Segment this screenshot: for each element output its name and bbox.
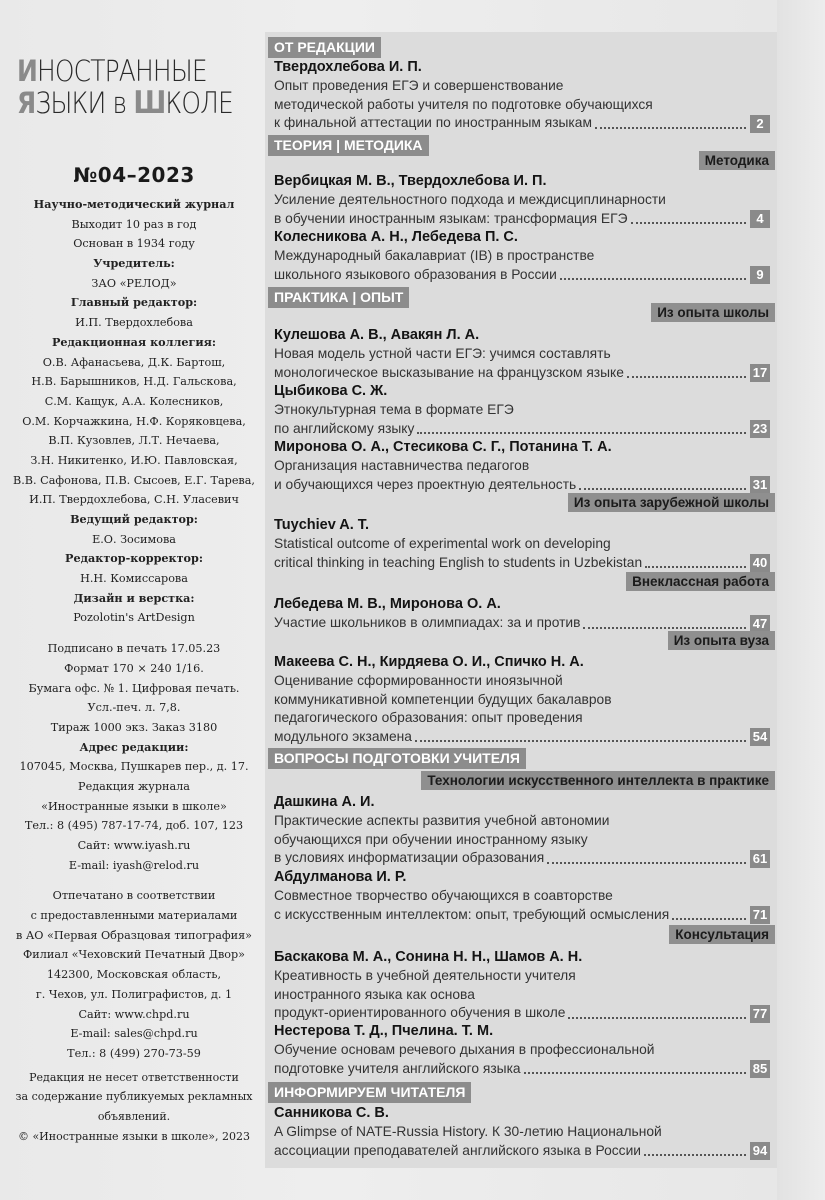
section-header-editorial: ОТ РЕДАКЦИИ xyxy=(268,37,381,58)
page-number-badge: 2 xyxy=(750,115,770,133)
entry-title-line: A Glimpse of NATE-Russia History. К 30-летию Национальной xyxy=(274,1124,662,1139)
entry-author: Абдулманова И. Р. xyxy=(274,869,407,885)
rubric-consultation: Консультация xyxy=(669,925,775,944)
printer-site-link[interactable]: Сайт: www.chpd.ru xyxy=(78,1007,190,1021)
entry-author: Миронова О. А., Стесикова С. Г., Потанина Т. А. xyxy=(274,439,612,455)
signed-date: Подписано в печать 17.05.23 xyxy=(47,642,221,656)
entry-title-line: Statistical outcome of experimental work on developing xyxy=(274,536,611,551)
founder: ЗАО «РЕЛОД» xyxy=(91,276,177,290)
imprint-column xyxy=(0,0,268,1200)
dot-leader xyxy=(644,1154,746,1156)
logo-line-1: НОСТРАННЫЕ xyxy=(37,54,207,88)
page-number-badge: 77 xyxy=(750,1005,770,1023)
rubric-extracurricular: Внеклассная работа xyxy=(626,572,775,591)
entry-author: Кулешова А. В., Авакян Л. А. xyxy=(274,327,480,343)
page-number-badge: 9 xyxy=(750,266,770,284)
board-member-line: О.В. Афанасьева, Д.К. Бартош, xyxy=(42,355,226,369)
page-edge-shadow xyxy=(777,0,825,1200)
entry-title-line: с искусственным интеллектом: опыт, требующий осмысления xyxy=(274,906,670,922)
entry-title-line: подготовке учителя английского языка xyxy=(274,1060,521,1076)
journal-type: Научно-методический журнал xyxy=(33,197,235,211)
toc-entry[interactable] xyxy=(274,868,770,924)
board-member-line: О.М. Корчажкина, Н.Ф. Коряковцева, xyxy=(22,414,246,428)
entry-title-line: Новая модель устной части ЕГЭ: учимся составлять xyxy=(274,346,611,361)
entry-title-line: и обучающихся через проектную деятельность xyxy=(274,476,577,492)
lead-editor-label: Ведущий редактор: xyxy=(70,512,198,526)
journal-logo xyxy=(17,55,247,119)
page-number-badge: 17 xyxy=(750,364,770,382)
proofreader-label: Редактор-корректор: xyxy=(65,551,203,566)
entry-title-line: Усиление деятельностного подхода и междисциплинарности xyxy=(274,192,666,207)
entry-title-line: Участие школьников в олимпиадах: за и против xyxy=(274,615,581,630)
page-number-badge: 71 xyxy=(750,906,770,924)
printed-note: Отпечатано в соответствии xyxy=(52,889,216,903)
board-member-line: В.В. Сафонова, П.В. Сысоев, Е.Г. Тарева, xyxy=(13,473,255,487)
rubric-ai-technologies: Технологии искусственного интеллекта в практике xyxy=(421,771,775,790)
disclaimer: Редакция не несет ответственности xyxy=(29,1070,239,1084)
page-number-badge: 54 xyxy=(750,728,770,746)
office-name: «Иностранные языки в школе» xyxy=(41,799,227,813)
entry-title-line: Опыт проведения ЕГЭ и совершенствование xyxy=(274,78,564,93)
board-member-line: З.Н. Никитенко, И.Ю. Павловская, xyxy=(30,453,238,467)
toc-entry[interactable] xyxy=(274,228,770,284)
rubric-methodology: Методика xyxy=(699,151,775,170)
entry-title-line: в обучении иностранным языкам: трансформация ЕГЭ xyxy=(274,210,628,226)
page-number-badge: 47 xyxy=(750,615,770,633)
page-number-badge: 4 xyxy=(750,210,770,228)
dot-leader xyxy=(579,488,746,490)
logo-initial-sh: Ш xyxy=(133,85,166,121)
page-number-badge: 31 xyxy=(750,476,770,494)
entry-title-line: Этнокультурная тема в формате ЕГЭ xyxy=(274,402,514,417)
design: Pozolotin's ArtDesign xyxy=(73,611,195,625)
entry-title-line: монологическое высказывание на французском языке xyxy=(274,364,624,380)
founder-label: Учредитель: xyxy=(93,256,175,271)
logo-line-2-end: КОЛЕ xyxy=(165,86,233,120)
entry-title-line: Обучение основам речевого дыхания в профессиональной xyxy=(274,1042,655,1057)
imprint-block xyxy=(0,195,268,1146)
entry-title-line: Практические аспекты развития учебной автономии xyxy=(274,813,610,828)
entry-title-line: critical thinking in teaching English to students in Uzbekistan xyxy=(274,554,643,570)
entry-title-line: Международный бакалавриат (IB) в пространстве xyxy=(274,248,595,263)
board-member-line: С.М. Кащук, А.А. Колесников, xyxy=(44,394,224,408)
issue-number: №04–2023 xyxy=(73,163,195,187)
toc-entry[interactable] xyxy=(274,58,770,133)
toc-entry[interactable] xyxy=(274,326,770,382)
entry-author: Лебедева М. В., Миронова О. А. xyxy=(274,596,501,612)
entry-author: Цыбикова С. Ж. xyxy=(274,383,388,399)
entry-title-line: ассоциации преподавателей английского языка в России xyxy=(274,1142,641,1158)
copyright: © «Иностранные языки в школе», 2023 xyxy=(17,1129,251,1143)
entry-title-line: модульного экзамена xyxy=(274,728,412,744)
toc-entry[interactable] xyxy=(274,595,770,633)
entry-title-line: Организация наставничества педагогов xyxy=(274,458,530,473)
email-link[interactable]: E-mail: iyash@relod.ru xyxy=(68,858,200,872)
entry-title-line: Креативность в учебной деятельности учителя xyxy=(274,968,576,983)
dot-leader xyxy=(645,566,746,568)
page-number-badge: 23 xyxy=(750,420,770,438)
dot-leader xyxy=(583,627,746,629)
rubric-university: Из опыта вуза xyxy=(668,631,775,650)
board-label: Редакционная коллегия: xyxy=(51,334,217,349)
dot-leader xyxy=(672,918,746,920)
logo-initial-i: И xyxy=(17,54,38,88)
logo-initial-ya: Я xyxy=(17,86,36,120)
page-number-badge: 40 xyxy=(750,554,770,572)
dot-leader xyxy=(595,127,746,129)
frequency: Выходит 10 раз в год xyxy=(71,217,197,231)
page-number-badge: 61 xyxy=(750,850,770,868)
section-header-theory: ТЕОРИЯ | МЕТОДИКА xyxy=(268,135,429,156)
printer-address: г. Чехов, ул. Полиграфистов, д. 1 xyxy=(35,987,233,1001)
entry-author: Макеева С. Н., Кирдяева О. И., Спичко Н. А. xyxy=(274,654,584,670)
entry-author: Колесникова А. Н., Лебедева П. С. xyxy=(274,229,518,245)
entry-author: Tuychiev A. T. xyxy=(274,517,370,533)
office: Редакция журнала xyxy=(78,779,190,793)
toc-entry[interactable] xyxy=(274,1104,770,1160)
dot-leader xyxy=(631,222,746,224)
entry-title-line: обучающихся при обучении иностранному языку xyxy=(274,831,588,847)
phone: Тел.: 8 (495) 787-17-74, доб. 107, 123 xyxy=(24,819,244,833)
entry-title-line: по английскому языку xyxy=(274,420,415,436)
toc-entry[interactable] xyxy=(274,1022,770,1078)
dot-leader xyxy=(417,432,746,434)
entry-author: Твердохлебова И. П. xyxy=(274,59,422,75)
address: 107045, Москва, Пушкарев пер., д. 17. xyxy=(19,760,249,774)
entry-author: Дашкина А. И. xyxy=(274,794,375,810)
chief-editor: И.П. Твердохлебова xyxy=(75,316,193,330)
section-header-inform-reader: ИНФОРМИРУЕМ ЧИТАТЕЛЯ xyxy=(268,1082,471,1103)
proofreader: Н.Н. Комиссарова xyxy=(80,572,188,586)
page-number-badge: 94 xyxy=(750,1142,770,1160)
page-number-badge: 85 xyxy=(750,1060,770,1078)
toc-entry[interactable] xyxy=(274,516,770,572)
entry-title-line: Совместное творчество обучающихся в соавторстве xyxy=(274,888,613,903)
rubric-foreign-school: Из опыта зарубежной школы xyxy=(568,493,775,512)
board-member-line: В.П. Кузовлев, Л.Т. Нечаева, xyxy=(48,434,220,448)
entry-title-line: к финальной аттестации по иностранным языкам xyxy=(274,115,592,130)
printer-phone: Тел.: 8 (499) 270-73-59 xyxy=(67,1046,201,1060)
toc-entry[interactable] xyxy=(274,653,770,746)
printer-email-link[interactable]: E-mail: sales@chpd.ru xyxy=(70,1027,198,1041)
toc-entry[interactable] xyxy=(274,438,770,494)
toc-entry[interactable] xyxy=(274,382,770,438)
rubric-school-experience: Из опыта школы xyxy=(651,303,775,322)
paper: Бумага офс. № 1. Цифровая печать. xyxy=(28,681,240,695)
entry-title-line: продукт-ориентированного обучения в школе xyxy=(274,1005,566,1020)
entry-title-line: иностранного языка как основа xyxy=(274,986,475,1002)
logo-line-2-mid: ЗЫКИ в xyxy=(35,86,134,120)
entry-title-line: коммуникативной компетенции будущих бакалавров xyxy=(274,691,612,707)
dot-leader xyxy=(415,740,746,742)
founded: Основан в 1934 году xyxy=(73,237,195,251)
entry-author: Нестерова Т. Д., Пчелина. Т. М. xyxy=(274,1023,494,1039)
disclaimer: объявлений. xyxy=(97,1109,171,1123)
dot-leader xyxy=(560,278,746,280)
entry-title-line: Оценивание сформированности иноязычной xyxy=(274,673,563,688)
board-member-line: И.П. Твердохлебова, С.Н. Уласевич xyxy=(29,493,239,507)
entry-title-line: школьного языкового образования в России xyxy=(274,266,557,282)
format: Формат 170 × 240 1/16. xyxy=(64,661,204,675)
section-header-practice: ПРАКТИКА | ОПЫТ xyxy=(268,287,409,308)
board-member-line: Н.В. Барышников, Н.Д. Гальскова, xyxy=(31,375,237,389)
address-label: Адрес редакции: xyxy=(79,739,189,754)
toc-entry[interactable] xyxy=(274,793,770,868)
dot-leader xyxy=(568,1017,746,1019)
lead-editor: Е.О. Зосимова xyxy=(92,532,176,546)
dot-leader xyxy=(627,376,746,378)
entry-title-line: педагогического образования: опыт проведения xyxy=(274,710,583,725)
printer-branch: Филиал «Чеховский Печатный Двор» xyxy=(23,948,245,962)
entry-author: Вербицкая М. В., Твердохлебова И. П. xyxy=(274,173,547,189)
disclaimer: за содержание публикуемых рекламных xyxy=(15,1090,253,1104)
chief-editor-label: Главный редактор: xyxy=(70,295,198,310)
printed-note: с предоставленными материалами xyxy=(30,909,238,923)
circulation: Тираж 1000 экз. Заказ 3180 xyxy=(50,720,218,734)
entry-author: Баскакова М. А., Сонина Н. Н., Шамов А. Н. xyxy=(274,949,583,965)
entry-title-line: в условиях информатизации образования xyxy=(274,850,545,865)
dot-leader xyxy=(547,862,746,864)
printer-name: в АО «Первая Образцовая типография» xyxy=(15,928,253,942)
site-link[interactable]: Сайт: www.iyash.ru xyxy=(77,839,191,852)
design-label: Дизайн и верстка: xyxy=(73,590,195,605)
printer-address: 142300, Московская область, xyxy=(46,968,222,982)
entry-title-line: методической работы учителя по подготовке обучающихся xyxy=(274,96,653,112)
dot-leader xyxy=(524,1072,746,1074)
toc-entry[interactable] xyxy=(274,948,770,1023)
entry-author: Санникова С. В. xyxy=(274,1105,389,1121)
section-header-teacher-training: ВОПРОСЫ ПОДГОТОВКИ УЧИТЕЛЯ xyxy=(268,748,526,769)
toc-entry[interactable] xyxy=(274,172,770,228)
print-sheets: Усл.-печ. л. 7,8. xyxy=(87,701,181,715)
